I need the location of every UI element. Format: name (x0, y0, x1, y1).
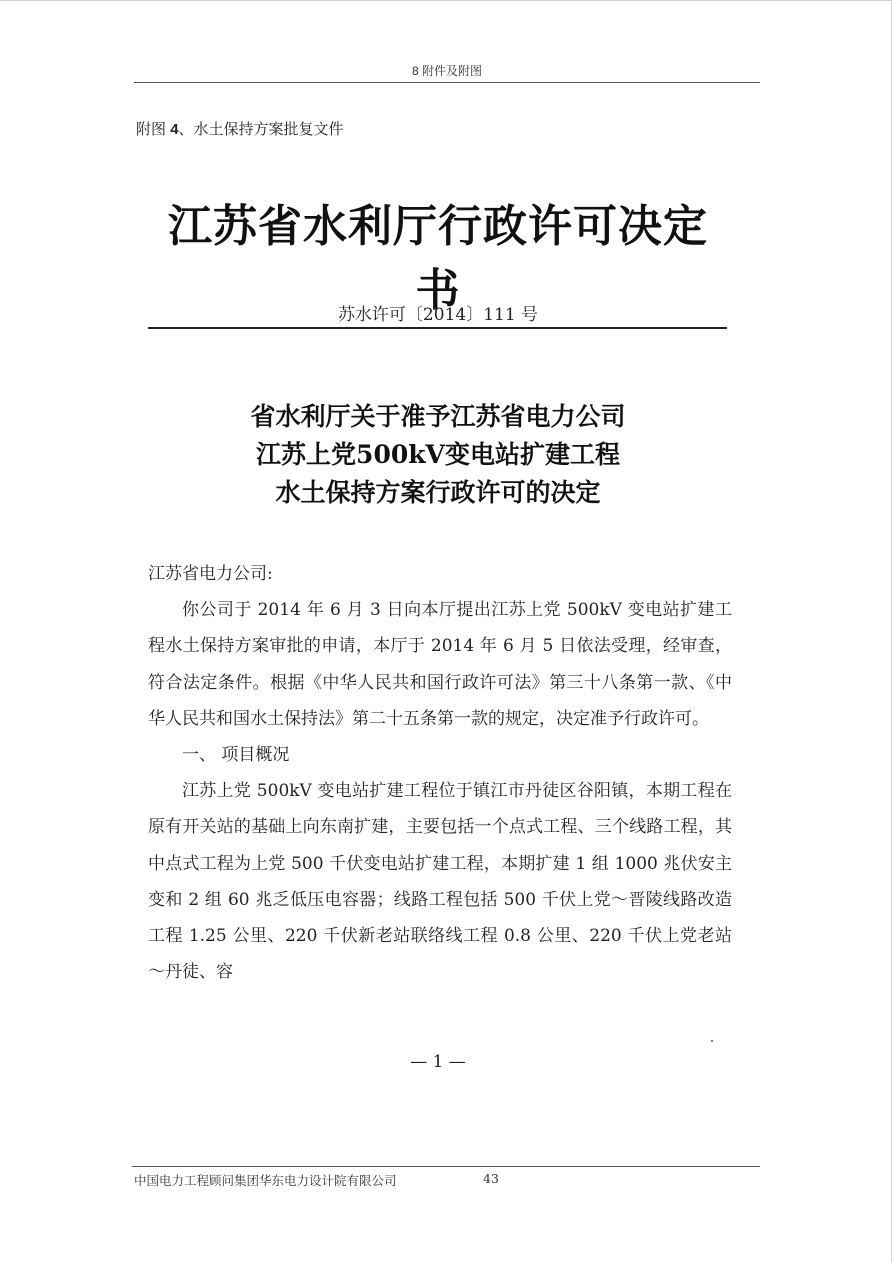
document-title: 江苏省水利厅行政许可决定书 (168, 201, 708, 316)
footer-divider (132, 1166, 760, 1167)
document-number: 苏水许可〔2014〕111 号 (337, 305, 539, 325)
page-number: — 1 — (410, 1052, 466, 1072)
salutation: 江苏省电力公司: (148, 564, 273, 584)
attachment-prefix: 附图 (136, 121, 167, 138)
attachment-caption (136, 118, 344, 139)
decision-heading (148, 398, 728, 512)
heading-line: 省水利厅关于准予江苏省电力公司 (250, 402, 626, 431)
scan-speck (711, 1040, 713, 1042)
body-text (148, 556, 732, 990)
section-title: 8 附件及附图 (411, 64, 482, 78)
paragraph-approval: 你公司于 2014 年 6 月 3 日向本厅提出江苏上党 500kV 变电站扩建工程水土保持方案审批的申请，本厅于 2014 年 6 月 5 日依法受理，经审查，符合法定条件。根据《中华人民共和国行政许可法》第三十八条第一款、《中华人民共和国水土保持法》第二十五条第一款的规定，决定准予行政许可。 (148, 600, 732, 729)
paragraph-overview: 江苏上党 500kV 变电站扩建工程位于镇江市丹徒区谷阳镇，本期工程在原有开关站的基础上向东南扩建，主要包括一个点式工程、三个线路工程，其中点式工程为上党 500 千伏变电站扩建工程，本期扩建 1 组 1000 兆伏安主变和 2 组 60 兆乏低压电容器；线路工程包括 500 千伏上党～晋陵线路改造工程 1.25 公里、220 千伏新老站联络线工程 0.8 公里、220 千伏上党老站～丹徒、容 (148, 781, 732, 983)
heading-line: 江苏上党500kV变电站扩建工程 (256, 440, 620, 469)
attachment-suffix: 、水土保持方案批复文件 (178, 121, 344, 138)
footer-company: 中国电力工程顾问集团华东电力设计院有限公司 (134, 1173, 397, 1188)
section-heading: 一、 项目概况 (182, 745, 290, 766)
footer-page-number: 43 (483, 1171, 499, 1186)
attachment-number: 4 (170, 121, 179, 138)
title-divider (148, 327, 727, 329)
running-header (134, 62, 760, 83)
heading-line: 水土保持方案行政许可的决定 (275, 478, 601, 507)
